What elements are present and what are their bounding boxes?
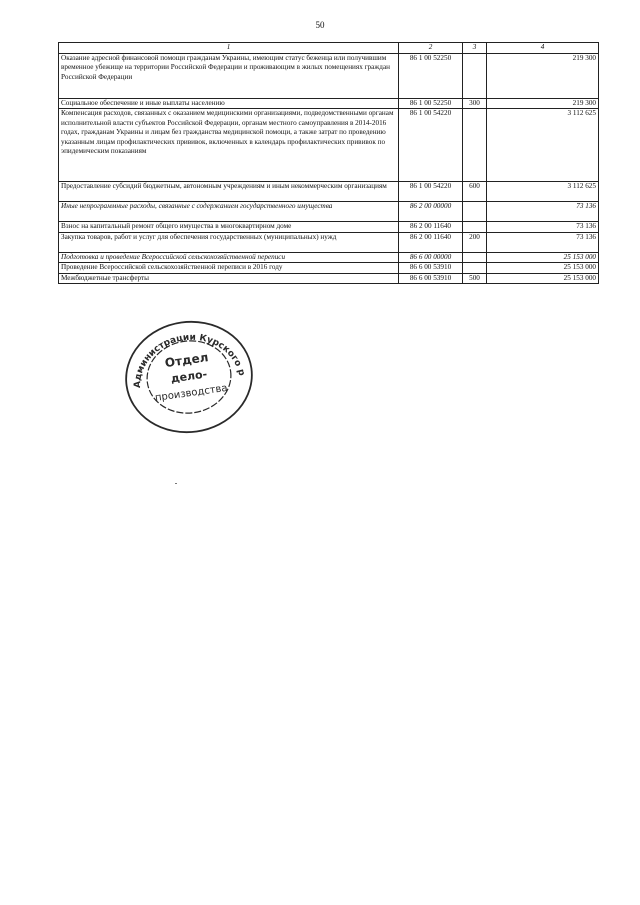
row-type: 600 <box>463 182 487 202</box>
table-row <box>59 252 599 263</box>
row-type: 500 <box>463 273 487 284</box>
row-code: 86 6 00 53910 <box>399 263 463 274</box>
row-sum: 73 136 <box>487 202 599 222</box>
table-row <box>59 222 599 233</box>
table-row <box>59 232 599 252</box>
stamp-ring-text: Администрации Курского района <box>133 332 247 389</box>
table-row <box>59 263 599 274</box>
office-stamp <box>122 318 257 436</box>
row-code: 86 1 00 52250 <box>399 98 463 109</box>
column-header-code: 2 <box>399 43 463 54</box>
row-code: 86 1 00 54220 <box>399 109 463 182</box>
row-type <box>463 222 487 233</box>
row-code: 86 1 00 54220 <box>399 182 463 202</box>
row-sum: 25 153 000 <box>487 273 599 284</box>
row-code: 86 6 00 00000 <box>399 252 463 263</box>
row-name: Взнос на капитальный ремонт общего имущества в многоквартирном доме <box>59 222 399 233</box>
row-name: Оказание адресной финансовой помощи гражданам Украины, имеющим статус беженца или получившим временное убежище на территории Российской Федерации и проживающим в жилых помещениях граждан Российской Федерации <box>59 53 399 98</box>
row-name: Социальное обеспечение и иные выплаты населению <box>59 98 399 109</box>
table-row <box>59 182 599 202</box>
row-type: 200 <box>463 232 487 252</box>
row-sum: 219 300 <box>487 98 599 109</box>
table-row <box>59 273 599 284</box>
row-type <box>463 53 487 98</box>
row-name: Подготовка и проведение Всероссийской сельскохозяйственной переписи <box>59 252 399 263</box>
row-type <box>463 202 487 222</box>
row-name: Закупка товаров, работ и услуг для обеспечения государственных (муниципальных) нужд <box>59 232 399 252</box>
column-header-sum: 4 <box>487 43 599 54</box>
column-header-type: 3 <box>463 43 487 54</box>
row-name: Предоставление субсидий бюджетным, автономным учреждениям и иным некоммерческим организациям <box>59 182 399 202</box>
table-header-row <box>59 43 599 54</box>
row-sum: 73 136 <box>487 232 599 252</box>
row-code: 86 2 00 00000 <box>399 202 463 222</box>
table-row <box>59 202 599 222</box>
row-type <box>463 263 487 274</box>
stamp-ink <box>122 318 257 436</box>
row-name: Межбюджетные трансферты <box>59 273 399 284</box>
row-name: Компенсация расходов, связанных с оказанием медицинскими организациями, подведомственными органам исполнительной власти субъектов Российской Федерации, органам местного самоуправления в 2014-2016 годах, гражданам Украины и лицам без гражданства медицинской помощи, а также затрат по проведению указанным лицам профилактических прививок, включенных в календарь профилактических прививок по эпидемическим показаниям <box>59 109 399 182</box>
row-sum: 3 112 625 <box>487 109 599 182</box>
stamp-line-1: Отдел <box>163 350 210 371</box>
table-row <box>59 98 599 109</box>
row-code: 86 6 00 53910 <box>399 273 463 284</box>
row-code: 86 1 00 52250 <box>399 53 463 98</box>
row-code: 86 2 00 11640 <box>399 232 463 252</box>
stamp-line-2: дело- <box>169 367 208 386</box>
row-code: 86 2 00 11640 <box>399 222 463 233</box>
row-sum: 25 153 000 <box>487 263 599 274</box>
row-type: 300 <box>463 98 487 109</box>
stamp-line-3: производства <box>154 382 229 404</box>
budget-table <box>58 42 599 284</box>
row-name: Иные непрограммные расходы, связанные с содержанием государственного имущества <box>59 202 399 222</box>
scan-speck <box>175 483 177 484</box>
column-header-name: 1 <box>59 43 399 54</box>
row-sum: 73 136 <box>487 222 599 233</box>
row-type <box>463 109 487 182</box>
table-row <box>59 53 599 98</box>
row-sum: 219 300 <box>487 53 599 98</box>
row-type <box>463 252 487 263</box>
row-sum: 3 112 625 <box>487 182 599 202</box>
row-sum: 25 153 000 <box>487 252 599 263</box>
row-name: Проведение Всероссийской сельскохозяйственной переписи в 2016 году <box>59 263 399 274</box>
page-number: 50 <box>315 20 325 30</box>
table-row <box>59 109 599 182</box>
